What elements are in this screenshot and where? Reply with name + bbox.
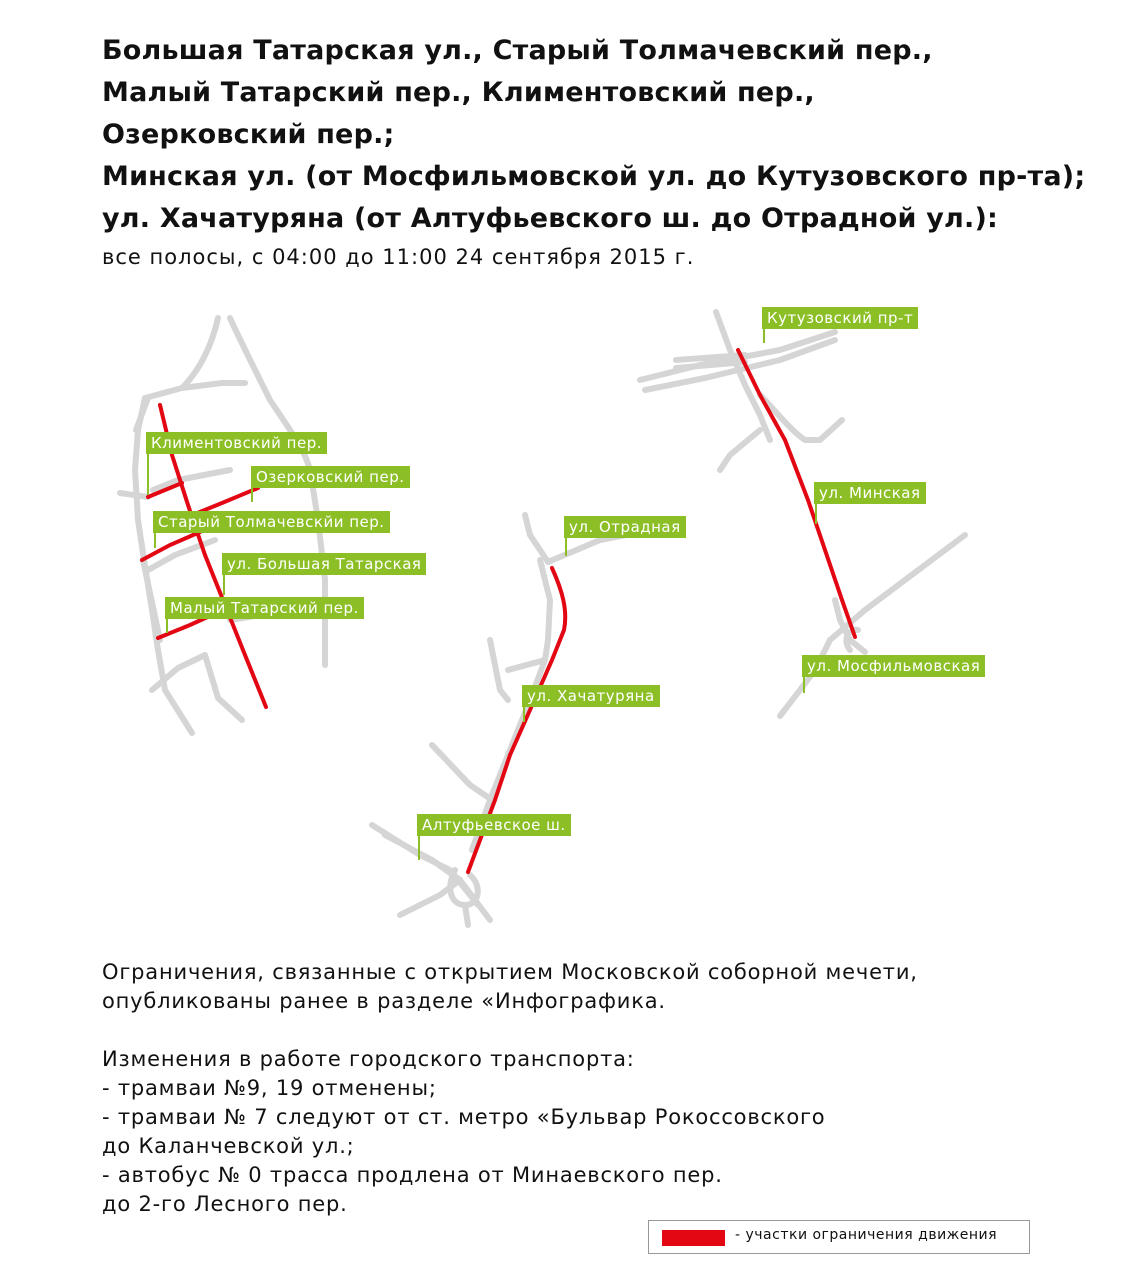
note-line: до 2-го Лесного пер. [102, 1192, 348, 1216]
road [153, 470, 230, 490]
heading-line: Большая Татарская ул., Старый Толмачевский пер., [102, 35, 933, 66]
map-label: ул. Минская [814, 482, 926, 504]
map-khachaturyana [372, 515, 652, 925]
road [143, 560, 160, 640]
map-label: ул. Хачатуряна [522, 685, 660, 707]
note-line: - трамваи № 7 следуют от ст. метро «Бульвар Рокоссовского [102, 1105, 826, 1129]
note-line: Изменения в работе городского транспорта: [102, 1047, 635, 1071]
map-label: Кутузовский пр-т [762, 307, 918, 329]
map-label: ул. Большая Татарская [222, 553, 426, 575]
road [432, 745, 492, 800]
legend [648, 1220, 1030, 1254]
road [720, 430, 760, 470]
map-label: Алтуфьевское ш. [417, 814, 571, 836]
road [465, 905, 468, 925]
map-label: Климентовский пер. [146, 432, 327, 454]
map-label: Старый Толмачевскйи пер. [153, 511, 390, 533]
legend-label: - участки ограничения движения [735, 1227, 998, 1243]
map-label: Озерковский пер. [251, 466, 410, 488]
label-leaders [148, 317, 816, 860]
heading-line: Озерковский пер.; [102, 119, 395, 150]
note-line: Ограничения, связанные с открытием Московской соборной мечети, [102, 960, 918, 984]
road [525, 515, 548, 562]
note-line: до Каланчевской ул.; [102, 1134, 355, 1158]
heading-line: ул. Хачатуряна (от Алтуфьевского ш. до Отрадной ул.): [102, 203, 998, 234]
map-label: ул. Отрадная [564, 516, 686, 538]
heading-line: Минская ул. (от Мосфильмовской ул. до Кутузовского пр-та); [102, 161, 1086, 192]
road [205, 655, 242, 720]
note-line: опубликованы ранее в разделе «Инфографика. [102, 989, 666, 1013]
road [120, 493, 148, 497]
note-line: - автобус № 0 трасса продлена от Минаевского пер. [102, 1163, 723, 1187]
heading-line: Малый Татарский пер., Климентовский пер., [102, 77, 815, 108]
mosque-note [102, 958, 1062, 1016]
road [372, 825, 478, 905]
note-line: - трамваи №9, 19 отменены; [102, 1076, 437, 1100]
heading-subtitle: все полосы, с 04:00 до 11:00 24 сентября 2015 г. [102, 245, 695, 269]
legend-swatch [662, 1230, 725, 1246]
road [182, 383, 245, 388]
map-label: ул. Мосфильмовская [802, 655, 985, 677]
transport-changes [102, 1045, 1062, 1219]
map-label: Малый Татарский пер. [165, 597, 364, 619]
